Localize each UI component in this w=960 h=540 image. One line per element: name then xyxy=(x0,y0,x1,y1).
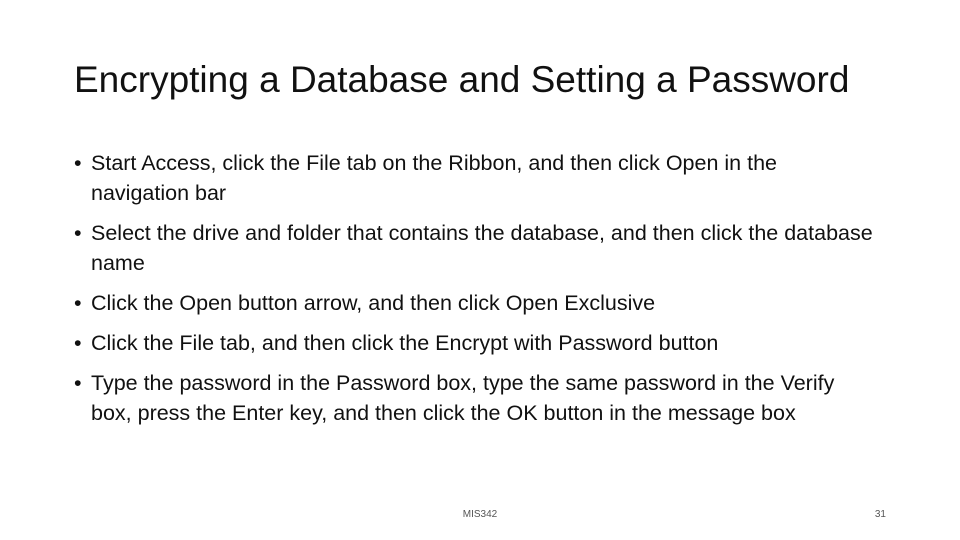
slide-title: Encrypting a Database and Setting a Password xyxy=(74,59,850,100)
bullet-item xyxy=(74,328,874,358)
bullet-text: Click the Open button arrow, and then click Open Exclusive xyxy=(91,291,656,315)
bullet-icon: • xyxy=(74,331,82,355)
bullet-list xyxy=(74,148,874,438)
bullet-icon: • xyxy=(74,291,82,315)
bullet-item xyxy=(74,148,874,208)
page-number: 31 xyxy=(874,509,886,520)
bullet-icon: • xyxy=(74,371,82,395)
bullet-text: Click the File tab, and then click the Encrypt with Password button xyxy=(91,331,719,355)
bullet-text: Type the password in the Password box, type the same password in the Verify box, press the Enter key, and then click the OK button in the message box xyxy=(91,371,835,425)
bullet-text: Start Access, click the File tab on the Ribbon, and then click Open in the navigation bar xyxy=(91,151,777,205)
bullet-icon: • xyxy=(74,151,82,175)
footer-course-code: MIS342 xyxy=(462,509,498,520)
bullet-item xyxy=(74,368,874,428)
bullet-icon: • xyxy=(74,221,82,245)
bullet-text: Select the drive and folder that contains the database, and then click the database name xyxy=(91,221,873,275)
bullet-item xyxy=(74,218,874,278)
bullet-item xyxy=(74,288,874,318)
